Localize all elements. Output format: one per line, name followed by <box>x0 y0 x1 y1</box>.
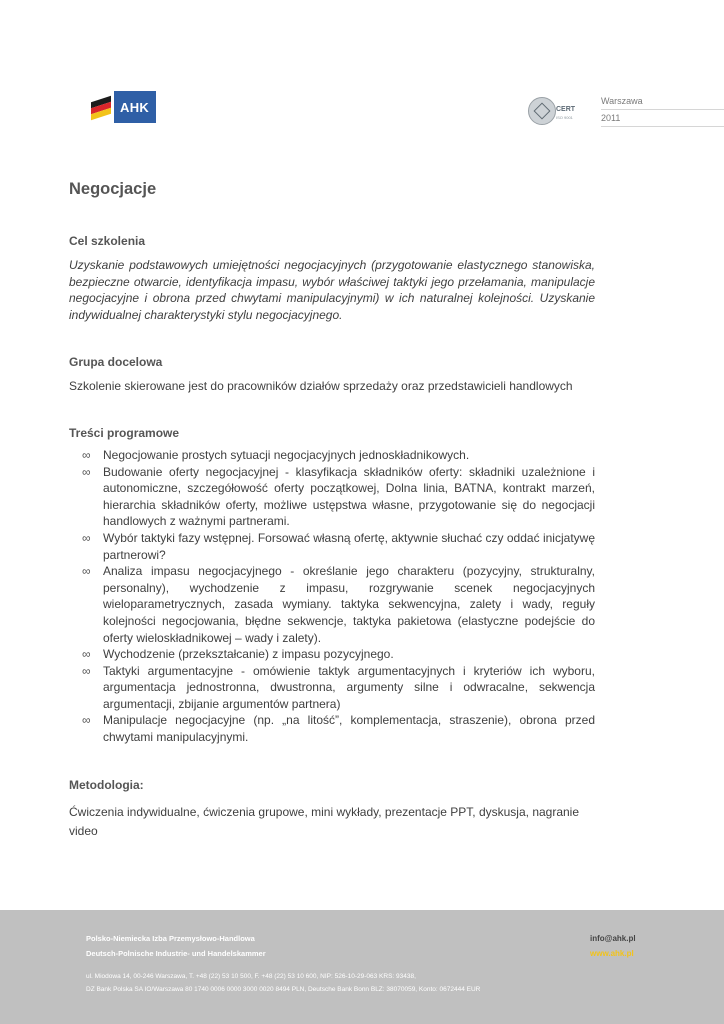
program-item: ∞ Wybór taktyki fazy wstępnej. Forsować własną ofertę, aktywnie słuchać czy oddać inicjatywę partnerowi? <box>82 530 595 562</box>
footer-email-link[interactable]: info@ahk.pl <box>590 934 636 943</box>
cert-sub-label: ISO 9001 <box>556 115 573 120</box>
iso-cert-badge <box>528 97 582 125</box>
infinity-bullet-icon: ∞ <box>82 564 91 579</box>
program-item: ∞ Negocjowanie prostych sytuacji negocjacyjnych jednoskładnikowych. <box>82 447 470 462</box>
infinity-bullet-icon: ∞ <box>82 647 91 662</box>
infinity-bullet-icon: ∞ <box>82 530 91 545</box>
footer-company-pl: Polsko-Niemiecka Izba Przemysłowo-Handlowa <box>86 934 255 943</box>
audience-text: Szkolenie skierowane jest do pracowników działów sprzedaży oraz przedstawicieli handlowych <box>69 379 573 394</box>
footer-website-link[interactable]: www.ahk.pl <box>590 949 634 958</box>
infinity-bullet-icon: ∞ <box>82 464 91 479</box>
footer-bank-line: DZ Bank Polska SA IO/Warszawa 80 1740 0006 0000 3000 0020 8494 PLN, Deutsche Bank Bonn BLZ: 38070059, Konto: 0672444 EUR <box>86 986 481 993</box>
logo-text: AHK <box>120 99 150 115</box>
flag-icon <box>86 91 114 123</box>
meta-city: Warszawa <box>601 94 724 110</box>
goal-heading: Cel szkolenia <box>69 234 146 248</box>
program-list <box>69 447 595 746</box>
program-item: ∞ Wychodzenie (przekształcanie) z impasu pozycyjnego. <box>82 647 394 662</box>
footer-contact <box>590 931 636 961</box>
footer-address <box>86 970 480 996</box>
program-heading: Treści programowe <box>69 425 180 440</box>
program-item: ∞ Taktyki argumentacyjne - omówienie taktyk argumentacyjnych i kryteriów ich wyboru, argumentacja jednostronna, dwustronna, argumenty silne i odwracalne, sekwencja argumentacji, zbijanie argumentów partnera) <box>82 663 595 711</box>
footer-address-line: ul. Miodowa 14, 00-246 Warszawa, T. +48 (22) 53 10 500, F. +48 (22) 53 10 600, NIP: 526-10-29-063 KRS: 93438, <box>86 973 416 980</box>
document-title: Negocjacje <box>69 180 157 198</box>
ahk-logo <box>86 91 156 123</box>
goal-text: Uzyskanie podstawowych umiejętności negocjacyjnych (przygotowanie elastycznego stanowiska, bezpieczne otwarcie, identyfikacja impasu, wybór właściwej taktyki jego przełamania, manipulacje negocjacyjne i obrona przed chwytami manipulacyjnymi) w ich naturalnej kolejności. Uzyskanie indywidualnej charakterystyki stylu negocjacyjnego. <box>69 258 595 322</box>
program-item: ∞ Manipulacje negocjacyjne (np. „na litość”, komplementacja, straszenie), obrona przed chwytami manipulacyjnymi. <box>82 713 595 745</box>
cert-label: CERT <box>556 106 576 113</box>
document-meta <box>601 94 724 127</box>
page-footer <box>0 910 724 1024</box>
program-item: ∞ Analiza impasu negocjacyjnego - określanie jego charakteru (pozycyjny, strukturalny, personalny), wychodzenie z impasu, rozgrywanie scenek negocjacyjnych wieloparametrycznych, zasada wymiany. taktyka sekwencyjna, zalety i wady, reguły kolejności negocjowania, błędne sekwencje, taktyka pakietowa (elastyczne podejście do oferty wieloskładnikowej – wady i zalety). <box>82 564 595 645</box>
cert-seal-icon <box>528 97 556 125</box>
methodology-heading: Metodologia: <box>69 777 144 792</box>
audience-heading: Grupa docelowa <box>69 355 163 370</box>
footer-company-de: Deutsch-Polnische Industrie- und Handelskammer <box>86 949 266 958</box>
infinity-bullet-icon: ∞ <box>82 713 91 728</box>
footer-company <box>86 931 266 961</box>
methodology-text: Ćwiczenia indywidualne, ćwiczenia grupowe, mini wykłady, prezentacje PPT, dyskusja, nagranie video <box>69 804 580 839</box>
infinity-bullet-icon: ∞ <box>82 447 91 462</box>
document-body <box>69 180 595 842</box>
meta-year: 2011 <box>601 111 724 127</box>
program-item: ∞ Budowanie oferty negocjacyjnej - klasyfikacja składników oferty: składniki uzależnione i autonomiczne, szczegółowość oferty początkowej, Dolna linia, BATNA, kontrakt marzeń, hierarchia składników oferty, możliwe ustępstwa własne, przygotowanie się do negocjacji handlowych z ważnymi partnerami. <box>82 464 595 529</box>
infinity-bullet-icon: ∞ <box>82 663 91 678</box>
